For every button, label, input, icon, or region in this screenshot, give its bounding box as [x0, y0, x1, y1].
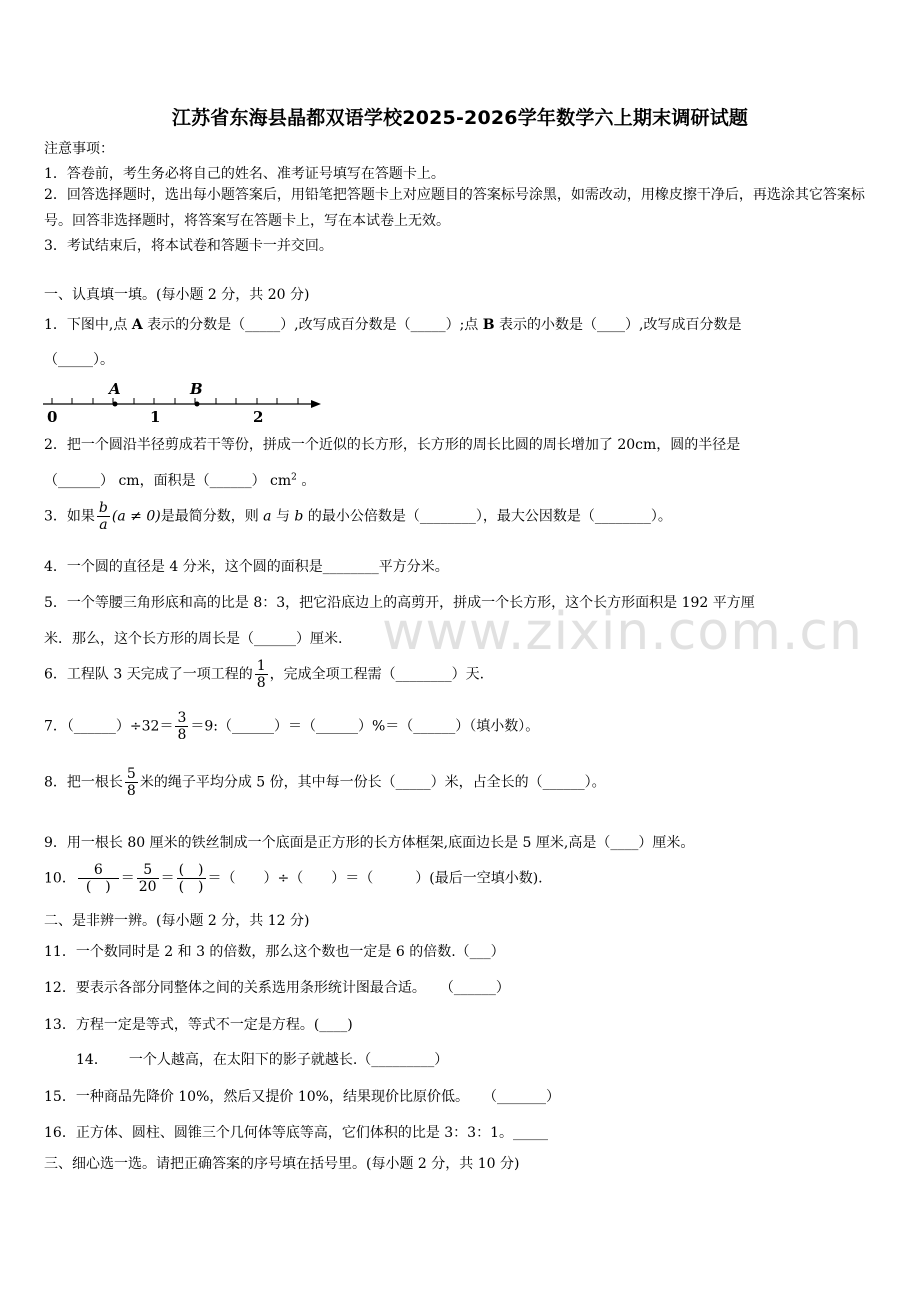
question-2-line-1: 2．把一个圆沿半径剪成若干等份，拼成一个近似的长方形，长方形的周长比圆的周长增加了 20cm，圆的半径是: [44, 437, 741, 453]
number-line: [40, 376, 340, 426]
question-2-line-2: （______） cm，面积是（______） $cm^2$ 。: [44, 472, 316, 489]
question-1-line-1: 1．下图中,点 A 表示的分数是（_____）,改写成百分数是（_____）;点 B 表示的小数是（____）,改写成百分数是: [44, 317, 742, 333]
question-15: 15．一种商品先降价 10%，然后又提价 10%，结果现价比原价低。 （_______）: [44, 1089, 560, 1105]
question-14: 14． 一个人越高，在太阳下的影子就越长.（_________）: [76, 1052, 449, 1068]
page-title: 江苏省东海县晶都双语学校2025-2026学年数学六上期末调研试题: [171, 107, 749, 129]
point-a-dot: [113, 402, 118, 407]
note-1: 1．答卷前，考生务必将自己的姓名、准考证号填写在答题卡上。: [44, 166, 445, 182]
section-3-heading: 三、细心选一选。请把正确答案的序号填在括号里。(每小题 2 分，共 10 分): [44, 1156, 520, 1172]
question-11: 11．一个数同时是 2 和 3 的倍数，那么这个数也一定是 6 的倍数.（___）: [44, 944, 505, 960]
question-4: 4．一个圆的直径是 4 分米，这个圆的面积是________平方分米。: [44, 559, 449, 575]
question-5-line-2: 米．那么，这个长方形的周长是（______）厘米.: [44, 631, 343, 647]
question-12: 12．要表示各部分同整体之间的关系选用条形统计图最合适。 （______）: [44, 980, 510, 996]
question-1-line-2: （_____）。: [44, 352, 114, 368]
question-13: 13．方程一定是等式，等式不一定是方程。(____): [44, 1017, 353, 1033]
note-3: 3．考试结束后，将本试卷和答题卡一并交回。: [44, 238, 333, 254]
question-8: 8．把一根长 $\frac{5}{8}$ 米的绳子平均分成 5 份，其中每一份长（_____）米，占全长的（______）。: [44, 766, 606, 799]
tick-label-2: 2: [253, 408, 264, 426]
note-2: 2．回答选择题时，选出每小题答案后，用铅笔把答题卡上对应题目的答案标号涂黑，如需改动，用橡皮擦干净后，再选涂其它答案标号。回答非选择题时，将答案写在答题卡上，写在本试卷上无效。: [44, 187, 865, 229]
question-7: 7．（______）÷32＝ $\frac{3}{8}$ ＝9:（______）＝（______）%＝（______）（填小数）。: [44, 710, 540, 743]
watermark: www.zixin.com.cn: [382, 602, 863, 662]
tick-label-0: 0: [47, 408, 58, 426]
point-b-dot: [195, 402, 200, 407]
fraction-b-over-a: $\frac{b}{a}$: [98, 500, 108, 533]
question-16: 16．正方体、圆柱、圆锥三个几何体等底等高，它们体积的比是 3：3：1。_____: [44, 1125, 548, 1141]
question-3: 3．如果 $\frac{b}{a}$ (a ≠ 0)是最简分数，则 a 与 b 的最小公倍数是（________），最大公因数是（________）。: [44, 500, 672, 533]
point-b-label: B: [190, 380, 203, 398]
question-6: 6．工程队 3 天完成了一项工程的 $\frac{1}{8}$ ，完成全项工程需（________）天.: [44, 658, 485, 691]
section-1-heading: 一、认真填一填。(每小题 2 分，共 20 分): [44, 287, 310, 303]
point-a-label: A: [109, 380, 121, 398]
question-9: 9．用一根长 80 厘米的铁丝制成一个底面是正方形的长方体框架,底面边长是 5 厘米,高是（____）厘米。: [44, 835, 695, 851]
notes-heading: 注意事项：: [44, 141, 114, 157]
question-5-line-1: 5．一个等腰三角形底和高的比是 8：3，把它沿底边上的高剪开，拼成一个长方形，这个长方形面积是 192 平方厘: [44, 595, 755, 611]
section-2-heading: 二、是非辨一辨。(每小题 2 分，共 12 分): [44, 913, 310, 929]
tick-label-1: 1: [150, 408, 161, 426]
question-10: 10． $\frac{6}{( )}$ ＝ $\frac{5}{20}$ ＝ $\frac{( )}{( )}$ ＝（ ）÷（ ）＝（ ）(最后一空填小数).: [44, 862, 543, 895]
